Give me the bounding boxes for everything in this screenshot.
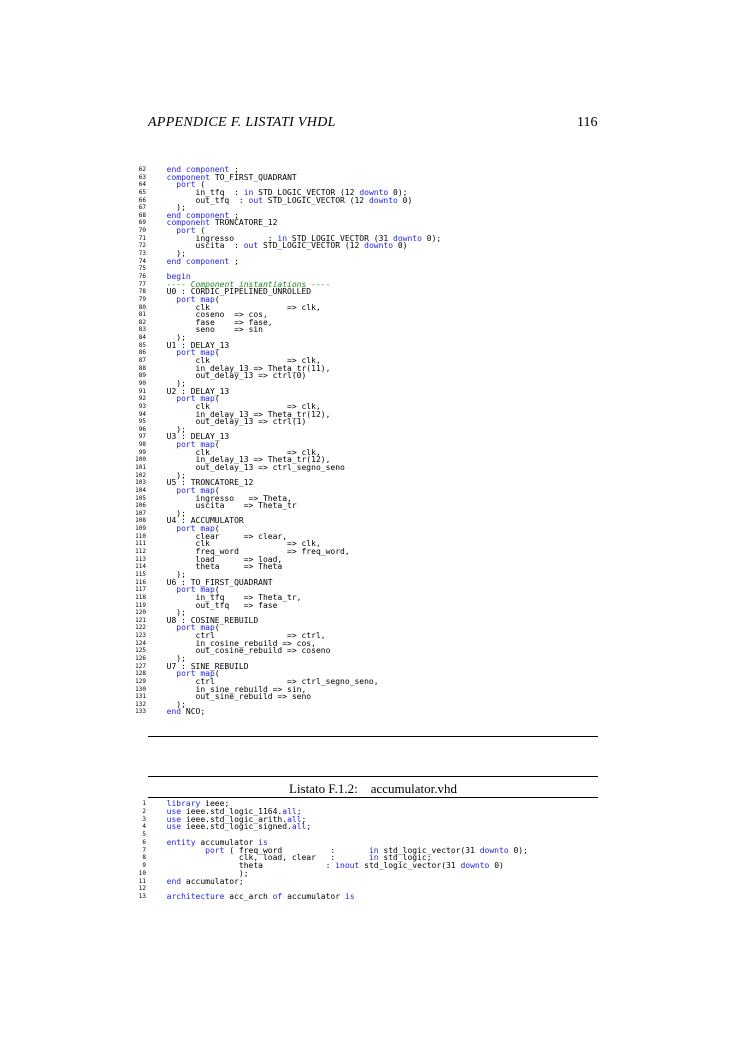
code-token: ieee.std_logic_signed.	[181, 822, 292, 832]
code-token: 0)	[397, 195, 413, 205]
code-text	[157, 258, 239, 266]
code-keyword: component	[166, 172, 210, 182]
line-number: 121	[135, 616, 146, 624]
code-token: in_tfq :	[157, 187, 244, 197]
line-number: 133	[135, 708, 146, 716]
line-number: 107	[135, 509, 146, 517]
line-number: 93	[138, 402, 146, 410]
code-token: freq_word => freq_word,	[157, 547, 350, 557]
code-line	[130, 893, 528, 901]
line-number: 69	[138, 219, 146, 227]
code-token: );	[157, 333, 186, 343]
code-keyword: end	[166, 707, 182, 717]
line-number: 118	[135, 593, 146, 601]
code-token: );	[157, 249, 186, 259]
code-token: );	[157, 654, 186, 663]
code-keyword: all	[291, 822, 307, 832]
code-token: clk, load, clear :	[157, 853, 369, 863]
code-line	[130, 823, 528, 831]
code-token: NCO;	[181, 707, 206, 717]
code-keyword: out	[248, 195, 263, 205]
line-number: 74	[138, 257, 146, 265]
line-number: 79	[138, 295, 146, 303]
line-number: 97	[138, 433, 146, 441]
line-number: 115	[135, 570, 146, 578]
code-token: accumulator	[282, 892, 345, 901]
code-token: ( freq_word :	[224, 845, 369, 855]
line-number: 104	[135, 486, 146, 494]
code-token: U0 : CORDIC_PIPELINED_UNROLLED	[157, 287, 312, 297]
code-keyword: port map	[176, 485, 215, 495]
code-token: 0);	[388, 187, 408, 197]
code-token: );	[157, 470, 186, 480]
code-keyword: port map	[176, 669, 215, 679]
line-number: 70	[138, 227, 146, 235]
code-keyword: out	[243, 241, 259, 251]
code-token: STD_LOGIC_VECTOR (12	[253, 187, 360, 197]
code-token: (	[214, 294, 220, 304]
line-number: 85	[138, 341, 146, 349]
code-token: accumulator	[195, 837, 259, 847]
line-number: 13	[138, 893, 146, 900]
code-token: ctrl => ctrl_segno_seno,	[157, 676, 379, 686]
line-number: 87	[138, 357, 146, 365]
line-number: 126	[135, 655, 146, 662]
code-token: theta :	[157, 861, 336, 870]
line-number: 111	[135, 540, 146, 548]
code-keyword: port map	[176, 394, 215, 404]
code-keyword: downto	[364, 241, 394, 251]
code-token: ;	[296, 806, 302, 816]
code-keyword: in	[368, 853, 379, 863]
code-token: out_delay_13 => ctrl(1)	[157, 417, 307, 427]
line-number: 67	[138, 204, 146, 212]
code-token: STD_LOGIC_VECTOR (12	[262, 195, 369, 205]
line-number: 94	[138, 410, 146, 418]
code-keyword: in	[368, 845, 379, 855]
code-keyword: in	[277, 233, 288, 243]
line-number: 9	[142, 862, 146, 869]
code-token: out_tfq :	[157, 195, 249, 205]
code-token: );	[157, 508, 186, 518]
code-token: load => load,	[157, 554, 283, 564]
code-keyword: port	[205, 845, 225, 855]
line-number: 131	[135, 693, 146, 701]
line-number: 89	[138, 372, 146, 380]
line-number: 8	[142, 854, 146, 862]
code-token: clk => clk,	[157, 447, 321, 457]
code-token	[157, 892, 167, 901]
listing-caption-label: Listato F.1.2:	[289, 781, 358, 796]
code-token: (	[214, 524, 220, 534]
code-token: ;	[229, 256, 239, 266]
code-token: );	[157, 203, 186, 213]
code-keyword: port map	[176, 294, 215, 304]
code-token: 0);	[421, 233, 442, 243]
code-token: 0);	[508, 845, 528, 855]
code-token: in_delay_13 => Theta_tr(11),	[157, 363, 331, 373]
code-text	[157, 708, 205, 716]
line-number: 122	[135, 624, 146, 632]
code-text	[157, 197, 412, 205]
code-comment: ---- Component instantiations ----	[166, 279, 331, 289]
line-number: 86	[138, 349, 146, 357]
code-token: ingresso => Theta,	[157, 493, 292, 503]
line-number: 130	[135, 685, 146, 693]
line-number: 90	[138, 379, 146, 387]
line-number: 65	[138, 188, 146, 196]
code-keyword: port	[176, 226, 196, 236]
code-token: (	[214, 485, 220, 495]
line-number: 92	[138, 395, 146, 403]
code-keyword: downto	[460, 861, 490, 870]
code-token: uscita :	[157, 241, 244, 251]
line-number: 96	[138, 425, 146, 433]
line-number: 76	[138, 272, 146, 280]
line-number: 132	[135, 700, 146, 708]
line-number: 128	[135, 670, 146, 678]
code-token: ;	[301, 814, 307, 824]
code-token: out_delay_13 => ctrl(0)	[157, 371, 307, 381]
listing-caption-file: accumulator.vhd	[370, 781, 457, 796]
code-text	[157, 242, 407, 250]
line-number: 64	[138, 181, 146, 189]
code-token: U7 : SINE_REBUILD	[157, 661, 249, 671]
code-token: clk => clk,	[157, 302, 321, 312]
line-number: 81	[138, 311, 146, 319]
code-token: );	[157, 868, 249, 878]
line-number: 95	[138, 418, 146, 426]
code-token: U1 : DELAY_13	[157, 340, 230, 350]
code-token: (	[214, 623, 220, 633]
listing-end-rule	[148, 736, 598, 737]
line-number: 75	[138, 265, 146, 273]
code-token: U8 : COSINE_REBUILD	[157, 615, 259, 625]
code-token: (	[214, 585, 220, 595]
code-keyword: of	[272, 892, 283, 901]
code-token: TRONCATORE_12	[210, 218, 278, 228]
code-keyword: port map	[176, 585, 215, 595]
line-number: 62	[138, 166, 146, 173]
line-number: 68	[138, 211, 146, 219]
line-number: 125	[135, 647, 146, 655]
code-keyword: component	[166, 218, 210, 228]
line-number: 11	[138, 877, 146, 885]
line-number: 88	[138, 364, 146, 372]
code-keyword: is	[344, 892, 355, 901]
line-number: 91	[138, 387, 146, 395]
line-number: 80	[138, 303, 146, 311]
code-keyword: port	[176, 180, 196, 190]
code-keyword: use	[166, 806, 182, 816]
code-token: out_tfq => fase	[157, 600, 278, 610]
code-token: (	[214, 394, 220, 404]
code-token: std_logic;	[378, 853, 432, 863]
code-token: (	[214, 440, 220, 450]
code-token: ieee;	[200, 799, 230, 808]
line-number: 7	[142, 846, 146, 854]
line-number: 103	[135, 479, 146, 487]
line-number: 2	[142, 807, 146, 815]
line-number: 120	[135, 609, 146, 617]
line-number: 3	[142, 815, 146, 823]
code-token: std_logic_vector(31	[378, 845, 480, 855]
code-token: U4 : ACCUMULATOR	[157, 516, 244, 526]
line-number: 84	[138, 334, 146, 342]
code-token: seno => sin	[157, 325, 263, 335]
code-keyword: port map	[176, 348, 215, 358]
code-token: clk => clk,	[157, 356, 321, 366]
line-number: 119	[135, 601, 146, 609]
code-token: );	[157, 569, 186, 579]
code-keyword: library	[166, 799, 201, 808]
caption-bottom-rule	[148, 797, 598, 798]
line-number: 114	[135, 563, 146, 571]
code-line	[130, 258, 441, 266]
line-number: 127	[135, 662, 146, 670]
code-line	[130, 708, 441, 716]
code-token: in_delay_13 => Theta_tr(12),	[157, 455, 331, 465]
line-number: 117	[135, 586, 146, 594]
code-token: in_delay_13 => Theta_tr(12),	[157, 409, 331, 419]
line-number: 4	[142, 823, 146, 831]
line-number: 112	[135, 548, 146, 556]
listing-caption	[148, 781, 598, 797]
line-number: 124	[135, 639, 146, 647]
code-keyword: all	[282, 806, 297, 816]
code-token: ieee.std_logic_arith.	[181, 814, 288, 824]
line-number: 71	[138, 234, 146, 242]
line-number: 106	[135, 502, 146, 510]
code-token: coseno => cos,	[157, 310, 268, 320]
code-token: ctrl => ctrl,	[157, 631, 326, 641]
code-token: in_tfq => Theta_tr,	[157, 592, 302, 602]
code-token: (	[214, 669, 220, 679]
code-token: );	[157, 378, 186, 388]
code-token: 0)	[489, 861, 504, 870]
line-number: 101	[135, 463, 146, 471]
line-number: 82	[138, 318, 146, 326]
code-token: clear => clear,	[157, 531, 288, 541]
code-keyword: architecture	[166, 892, 225, 901]
code-token: in_sine_rebuild => sin,	[157, 684, 307, 694]
code-token: fase => fase,	[157, 317, 273, 327]
line-number: 116	[135, 578, 146, 586]
code-token	[157, 822, 167, 831]
code-token: ieee.std_logic_1164.	[181, 806, 283, 816]
code-token: ;	[229, 210, 239, 220]
code-token: ingresso :	[157, 233, 278, 243]
code-token: acc_arch	[224, 892, 273, 901]
code-token	[157, 877, 167, 886]
code-keyword: end component	[166, 165, 230, 174]
code-token: clk => clk,	[157, 401, 321, 411]
code-token: U6 : TO_FIRST_QUADRANT	[157, 577, 273, 587]
line-number: 99	[138, 448, 146, 456]
line-number: 108	[135, 517, 146, 525]
code-listing-nco	[130, 166, 441, 716]
code-token: U2 : DELAY_13	[157, 386, 230, 396]
code-token: (	[195, 226, 206, 236]
line-number: 102	[135, 471, 146, 479]
line-number: 72	[138, 242, 146, 250]
code-keyword: port map	[176, 524, 215, 534]
line-number: 83	[138, 326, 146, 334]
code-line	[130, 878, 528, 886]
code-token: 0)	[393, 241, 408, 251]
code-token: clk => clk,	[157, 539, 321, 549]
line-number: 109	[135, 525, 146, 533]
code-token: U3 : DELAY_13	[157, 432, 230, 442]
caption-top-rule	[148, 776, 598, 777]
code-listing-accumulator	[130, 800, 528, 901]
line-number: 5	[142, 831, 146, 838]
code-token	[157, 257, 167, 266]
line-number: 77	[138, 280, 146, 288]
code-token: theta => Theta	[157, 562, 283, 572]
code-keyword: end component	[166, 210, 230, 220]
line-number: 105	[135, 494, 146, 502]
code-token: out_delay_13 => ctrl_segno_seno	[157, 462, 345, 472]
code-keyword: use	[166, 814, 182, 824]
code-token: TO_FIRST_QUADRANT	[210, 172, 297, 182]
line-number: 123	[135, 632, 146, 640]
running-header-title: APPENDICE F. LISTATI VHDL	[148, 115, 336, 130]
page-number: 116	[577, 115, 598, 130]
code-keyword: downto	[479, 845, 509, 855]
line-number: 10	[138, 869, 146, 877]
code-keyword: entity	[166, 837, 196, 847]
line-number: 1	[142, 800, 146, 807]
code-token: (	[214, 348, 220, 358]
code-keyword: in	[243, 187, 254, 197]
code-text	[157, 823, 311, 831]
code-token: in_cosine_rebuild => cos,	[157, 638, 316, 648]
line-number: 100	[135, 456, 146, 464]
code-keyword: downto	[368, 195, 398, 205]
code-keyword: all	[287, 814, 302, 824]
line-number: 129	[135, 677, 146, 685]
code-token	[157, 707, 167, 716]
code-token: );	[157, 608, 186, 618]
code-token: U5 : TRONCATORE_12	[157, 478, 254, 488]
code-token: ;	[229, 165, 239, 174]
code-token: out_cosine_rebuild => coseno	[157, 646, 331, 656]
line-number: 113	[135, 555, 146, 563]
line-number: 63	[138, 173, 146, 181]
code-token: STD_LOGIC_VECTOR (12	[258, 241, 365, 251]
code-token: out_sine_rebuild => seno	[157, 692, 312, 702]
code-text	[157, 878, 244, 886]
code-token: );	[157, 699, 186, 709]
line-number: 98	[138, 441, 146, 449]
line-number: 6	[142, 838, 146, 846]
line-number: 66	[138, 196, 146, 204]
code-token: std_logic_vector(31	[359, 861, 461, 870]
code-keyword: end component	[166, 256, 230, 266]
code-token: accumulator;	[181, 876, 244, 886]
line-number: 110	[135, 532, 146, 540]
code-keyword: port map	[176, 623, 215, 633]
code-keyword: begin	[166, 271, 191, 281]
code-token: STD_LOGIC_VECTOR (31	[287, 233, 394, 243]
code-keyword: downto	[359, 187, 389, 197]
code-keyword: is	[258, 837, 268, 847]
line-number: 73	[138, 250, 146, 258]
code-token: );	[157, 424, 186, 434]
code-keyword: downto	[393, 233, 422, 243]
code-keyword: inout	[335, 861, 360, 870]
code-token: ;	[306, 822, 312, 832]
code-keyword: port map	[176, 440, 215, 450]
code-keyword: use	[166, 822, 182, 832]
code-token: uscita => Theta_tr	[157, 501, 297, 511]
line-number: 12	[138, 885, 146, 893]
code-token: (	[195, 180, 206, 190]
code-keyword: end	[166, 876, 182, 886]
code-text	[157, 893, 355, 901]
line-number: 78	[138, 288, 146, 296]
